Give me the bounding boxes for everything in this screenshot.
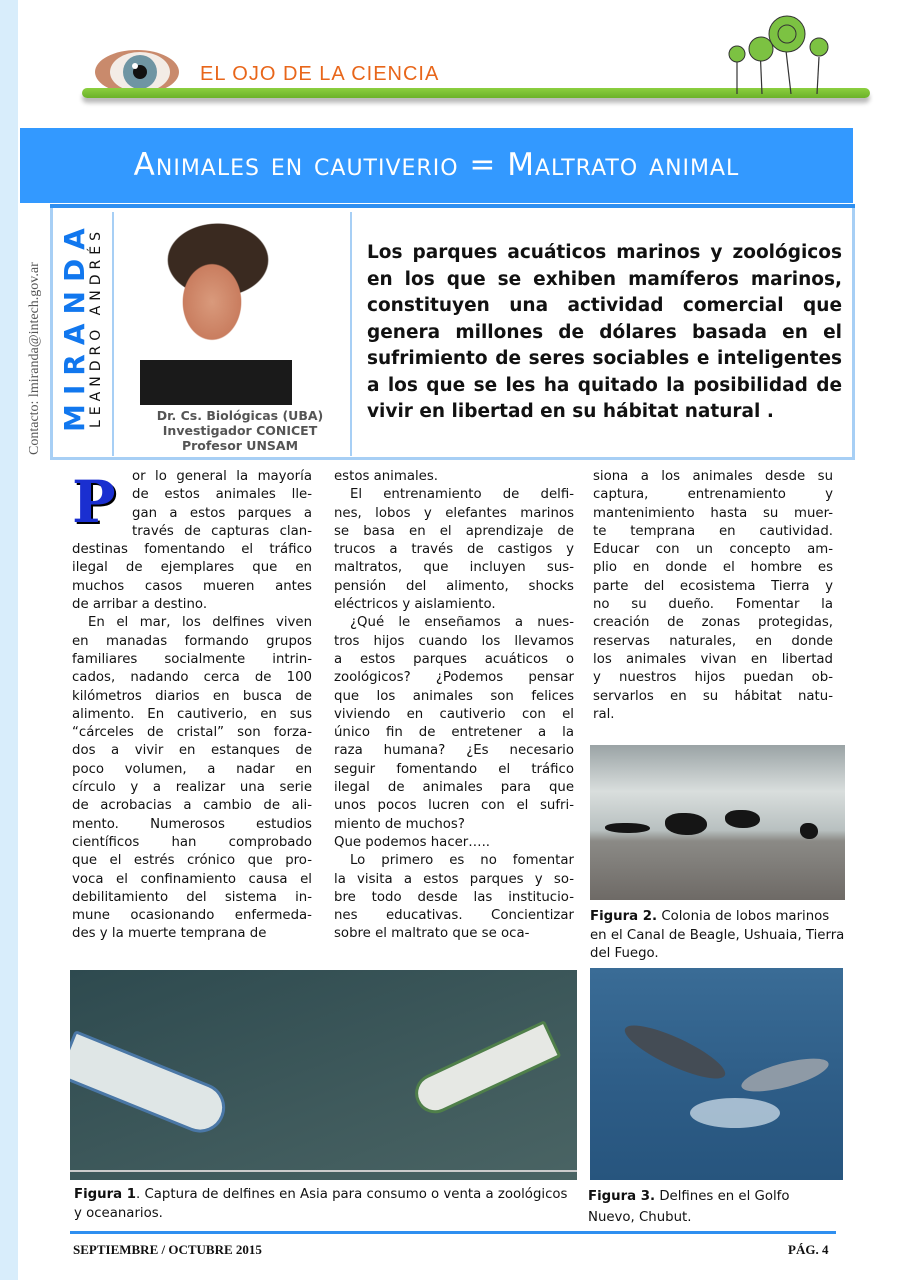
trees-logo-icon [715, 12, 835, 94]
author-contact: Contacto: lmiranda@intech.gov.ar [27, 262, 42, 455]
text-line: voca el confinamiento causa el [72, 871, 312, 887]
text-line: de arribar a destino. [72, 597, 208, 613]
text-line: servarlos en su hábitat natu- [593, 688, 833, 704]
article-abstract: Los parques acuáticos marinos y zoológicos en los que se exhiben mamíferos marinos, constituyen una actividad comercial que genera millones de dólares basada en el sufrimiento de seres sociables e inteligentes a los que se les ha quitado la posibilidad de vivir en libertad en su hábitat natural . [367, 242, 842, 422]
text-line: bre todo desde las institucio- [334, 889, 574, 905]
text-line: que el estrés crónico que pro- [72, 853, 312, 869]
text-line: de estos animales lle- [132, 487, 312, 503]
text-line: tros hijos cuando los llevamos [334, 633, 574, 649]
credential: Investigador CONICET [162, 423, 318, 438]
author-credentials [130, 408, 350, 453]
text-line: dos a vivir en estanques de [72, 743, 312, 759]
text-line: científicos han comprobado [72, 834, 312, 850]
text-line: mento. Numerosos estudios [72, 816, 312, 832]
text-line: mune ocasionando enfermeda- [72, 908, 312, 924]
text-line: “cárceles de cristal” son forza- [72, 725, 312, 741]
credential: Profesor UNSAM [181, 438, 299, 453]
text-line: des y la muerte temprana de [72, 926, 267, 942]
text-line: El entrenamiento de delfi- [350, 487, 574, 503]
text-line: pensión del alimento, shocks [334, 578, 574, 594]
text-line: la visita a estos parques y so- [334, 871, 574, 887]
text-line: ilegal de animales para que [334, 780, 574, 796]
divider [350, 212, 352, 456]
footer-issue: SEPTIEMBRE / OCTUBRE 2015 [73, 1242, 262, 1257]
drop-cap: P [72, 468, 116, 536]
text-line: Que podemos hacer….. [334, 834, 491, 850]
figure-3-image [590, 968, 843, 1180]
text-line: maltratos, que incluyen sus- [334, 560, 574, 576]
text-line: en manadas formando grupos [72, 633, 312, 649]
text-line: que los animales son felices [334, 688, 574, 704]
text-line: trucos a través de castigos y [334, 542, 574, 558]
text-line: y nuestros hijos puedan ob- [593, 670, 833, 686]
body-column-1 [72, 468, 312, 944]
text-line: los animales vivan en libertad [593, 651, 833, 667]
author-given-names: LEANDRO ANDRÉS [88, 227, 104, 428]
text-line: no su dueño. Fomentar la [593, 597, 833, 613]
text-line: plio en donde el hombre es [593, 560, 833, 576]
figure-1-image [70, 970, 577, 1180]
text-line: siona a los animales desde su [593, 469, 833, 484]
body-column-2 [334, 468, 574, 944]
text-line: círculo y a realizar una serie [72, 780, 312, 796]
footer-divider [70, 1231, 836, 1234]
text-line: or lo general la mayoría [132, 469, 312, 484]
text-line: En el mar, los delfines viven [88, 615, 312, 631]
text-line: unos pocos lucren con el sufri- [334, 798, 574, 814]
text-line: a estos parques acuáticos o [334, 651, 574, 667]
text-line: viviendo en cautiverio con el [334, 706, 574, 722]
text-line: poco volumen, a nadar en [72, 761, 312, 777]
text-line: creación de zonas protegidas, [593, 615, 833, 631]
text-line: único fin de entretener a la [334, 725, 574, 741]
text-line: seguir fomentando el tráfico [334, 761, 574, 777]
text-line: través de capturas clan- [132, 523, 312, 539]
article-title: Animales en cautiverio = Maltrato animal [133, 147, 740, 183]
text-line: Lo primero es no fomentar [350, 853, 574, 869]
text-line: estos animales. [334, 469, 439, 484]
credential: Dr. Cs. Biológicas (UBA) [156, 408, 324, 423]
figure-1-caption: Figura 1. Captura de delfines en Asia para consumo o venta a zoológicos y oceanarios. [74, 1187, 568, 1221]
figure-3-caption: Figura 3. Delfines en el Golfo Nuevo, Chubut. [588, 1189, 790, 1225]
masthead-title: EL OJO DE LA CIENCIA [200, 63, 440, 85]
text-line: kilómetros diarios en busca de [72, 688, 312, 704]
title-banner [20, 128, 853, 203]
text-line: sobre el maltrato que se oca- [334, 926, 530, 942]
text-line: captura, entrenamiento y [593, 487, 833, 503]
author-surname: MIRANDA [58, 219, 91, 432]
text-line: mantenimiento hasta su muer- [593, 505, 833, 521]
text-line: familiares socialmente intrin- [72, 651, 312, 667]
footer-page-number: PÁG. 4 [788, 1242, 829, 1257]
author-photo [140, 210, 292, 405]
text-line: reservas naturales, en donde [593, 633, 833, 649]
text-line: nes, lobos y elefantes marinos [334, 505, 574, 521]
text-line: alimento. En cautiverio, en sus [72, 706, 312, 722]
text-line: raza humana? ¿Es necesario [334, 743, 574, 759]
body-column-3 [593, 468, 833, 724]
text-line: ¿Qué le enseñamos a nues- [350, 615, 574, 631]
text-line: destinas fomentando el tráfico [72, 542, 312, 558]
text-line: parte del ecosistema Tierra y [593, 578, 833, 594]
text-line: cados, nadando cerca de 100 [72, 670, 312, 686]
text-line: se basa en el aprendizaje de [334, 523, 574, 539]
figure-2-caption: Figura 2. Colonia de lobos marinos en el Canal de Beagle, Ushuaia, Tierra del Fuego. [590, 909, 845, 961]
text-line: Educar con un concepto am- [593, 542, 833, 558]
text-line: te temprana en cautividad. [593, 523, 833, 539]
text-line: muchos casos mueren antes [72, 578, 312, 594]
text-line: nes educativas. Concientizar [334, 908, 574, 924]
divider [112, 212, 114, 456]
figure-2-image [590, 745, 845, 900]
text-line: de acrobacias a cambio de ali- [72, 798, 312, 814]
page-side-strip [0, 0, 18, 1280]
text-line: miento de muchos? [334, 816, 465, 832]
text-line: gan a estos parques a [132, 505, 312, 521]
text-line: zoológicos? ¿Podemos pensar [334, 670, 574, 686]
text-line: debilitamiento del sistema in- [72, 889, 312, 905]
text-line: eléctricos y aislamiento. [334, 597, 496, 613]
text-line: ral. [593, 706, 615, 722]
text-line: ilegal de ejemplares que en [72, 560, 312, 576]
